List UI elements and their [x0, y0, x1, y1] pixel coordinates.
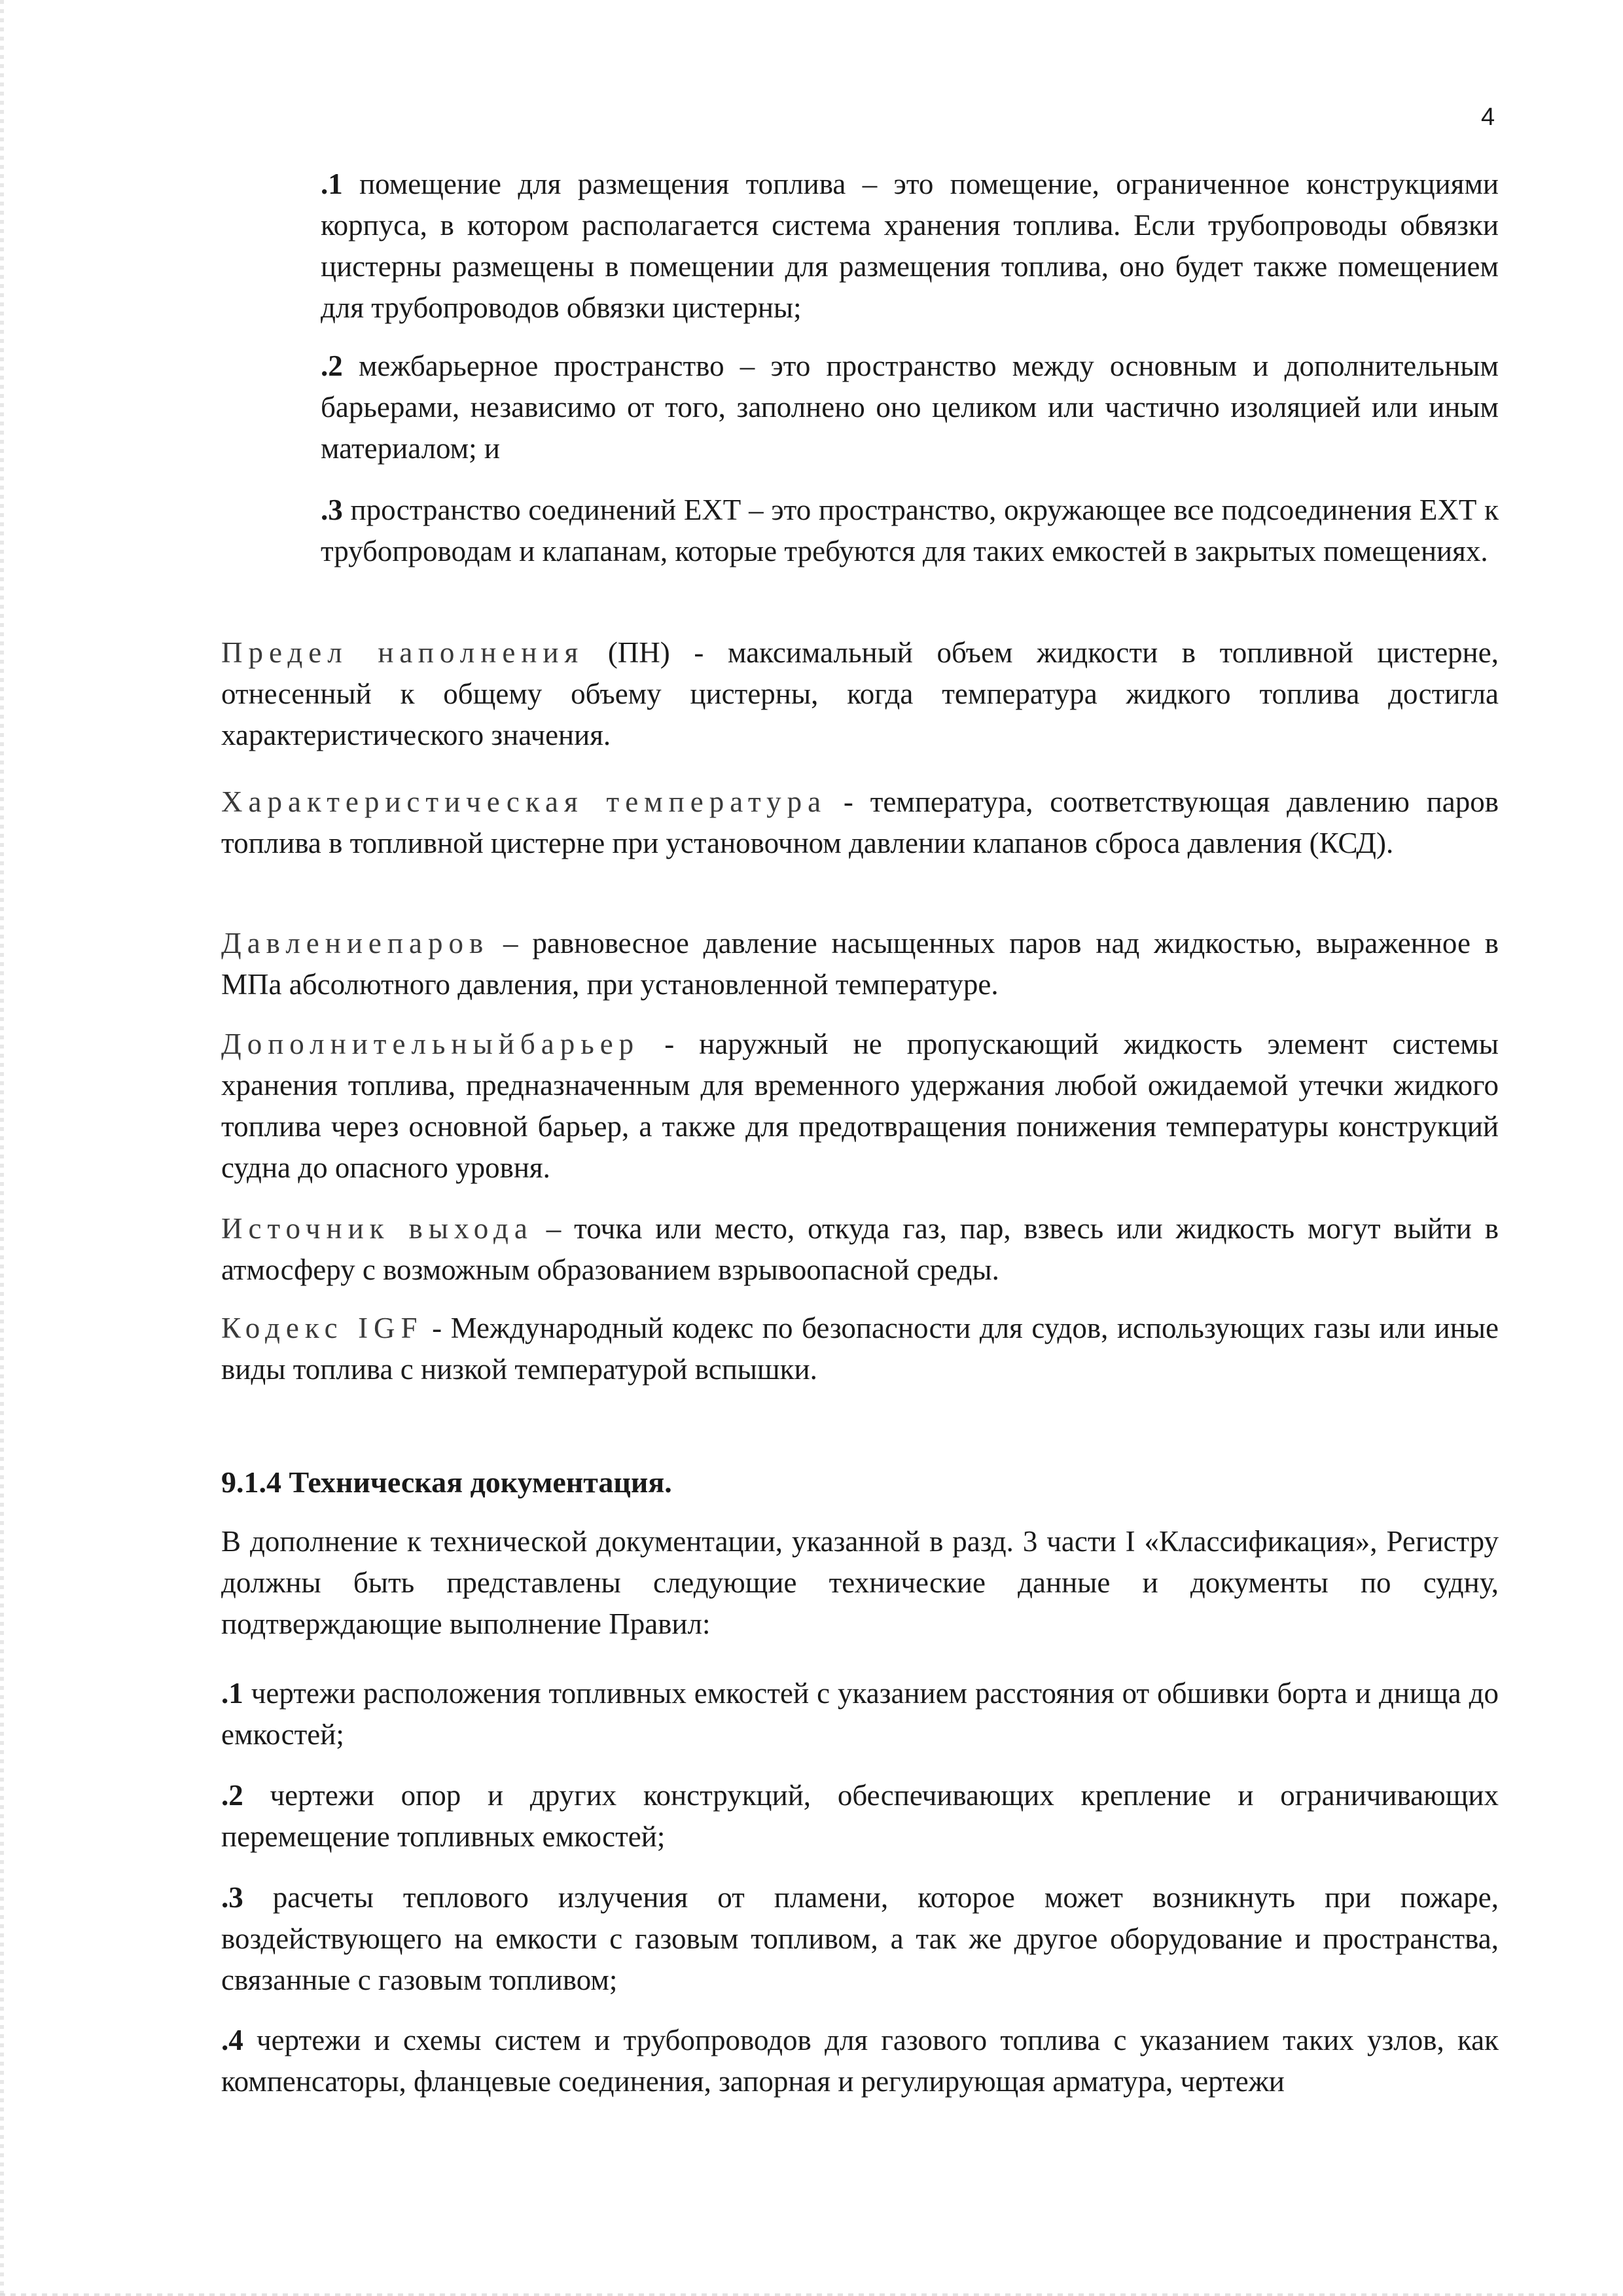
- section-heading: 9.1.4 Техническая документация.: [221, 1465, 672, 1499]
- item-number: .2: [221, 1779, 243, 1812]
- definition-text: - наружный не пропускающий жидкость элемент системы хранения топлива, предназначенным для временного удержания любой ожидаемой утечки жидкого топлива через основной барьер, а также для предотвращения понижения температуры конструкций судна до опасного уровня.: [221, 1028, 1499, 1184]
- definition-text: - температура, соответствующая давлению паров топлива в топливной цистерне при установочном давлении клапанов сброса давления (КСД).: [221, 785, 1499, 859]
- subitem-number: .3: [321, 493, 343, 526]
- definition-characteristic-temperature: [221, 781, 1499, 864]
- item-text: чертежи опор и других конструкций, обеспечивающих крепление и ограничивающих перемещение топливных емкостей;: [221, 1779, 1499, 1853]
- subitem-text: межбарьерное пространство – это пространство между основным и дополнительным барьерами, независимо от того, заполнено оно целиком или частично изоляцией или иным материалом; и: [321, 350, 1499, 465]
- definition-text: (ПН) - максимальный объем жидкости в топливной цистерне, отнесенный к общему объему цистерны, когда температура жидкого топлива достигла характеристического значения.: [221, 636, 1499, 751]
- page-number: 4: [1481, 103, 1495, 131]
- item-number: .1: [221, 1677, 243, 1710]
- scan-edge-bottom: [0, 2293, 1623, 2296]
- item-number: .3: [221, 1881, 243, 1914]
- section-item-1: [221, 1673, 1499, 1755]
- item-number: .4: [221, 2024, 243, 2056]
- section-intro: В дополнение к технической документации, указанной в разд. 3 части I «Классификация», Регистру должны быть представлены следующие технические данные и документы по судну, подтверждающие выполнение Правил:: [221, 1525, 1499, 1640]
- definition-term: Источник выхода: [221, 1212, 533, 1245]
- definition-igf-code: [221, 1308, 1499, 1390]
- subitem-1: [321, 164, 1499, 329]
- section-item-3: [221, 1877, 1499, 2001]
- definition-text: - Международный кодекс по безопасности для судов, использующих газы или иные виды топлива с низкой температурой вспышки.: [221, 1312, 1499, 1386]
- definition-source-of-release: [221, 1208, 1499, 1291]
- subitem-text: помещение для размещения топлива – это помещение, ограниченное конструкциями корпуса, в котором располагается система хранения топлива. Если трубопроводы обвязки цистерны размещены в помещении для размещения топлива, оно будет также помещением для трубопроводов обвязки цистерны;: [321, 168, 1499, 324]
- definition-term: Кодекс IGF: [221, 1312, 423, 1344]
- subitem-number: .2: [321, 350, 343, 382]
- subitem-3: [321, 490, 1499, 572]
- definition-secondary-barrier: [221, 1024, 1499, 1189]
- definition-text: – равновесное давление насыщенных паров над жидкостью, выраженное в МПа абсолютного давления, при установленной температуре.: [221, 927, 1499, 1001]
- section-item-4: [221, 2020, 1499, 2102]
- definition-term: Предел наполнения: [221, 636, 584, 669]
- subitem-number: .1: [321, 168, 343, 200]
- definition-vapour-pressure: [221, 923, 1499, 1005]
- definition-term: Давлениепаров: [221, 927, 490, 960]
- subitem-text: пространство соединений ЕХТ – это пространство, окружающее все подсоединения ЕХТ к трубопроводам и клапанам, которые требуются для таких емкостей в закрытых помещениях.: [321, 493, 1499, 567]
- scan-edge-left: [0, 0, 4, 2296]
- item-text: чертежи расположения топливных емкостей с указанием расстояния от обшивки борта и днища до емкостей;: [221, 1677, 1499, 1751]
- definition-term: Характеристическая температура: [221, 785, 827, 818]
- item-text: расчеты теплового излучения от пламени, которое может возникнуть при пожаре, воздействующего на емкости с газовым топливом, а так же другое оборудование и пространства, связанные с газовым топливом;: [221, 1881, 1499, 1996]
- definition-term: Дополнительныйбарьер: [221, 1028, 640, 1060]
- item-text: чертежи и схемы систем и трубопроводов для газового топлива с указанием таких узлов, как компенсаторы, фланцевые соединения, запорная и регулирующая арматура, чертежи: [221, 2024, 1499, 2098]
- section-item-2: [221, 1775, 1499, 1857]
- definition-fill-limit: [221, 632, 1499, 756]
- definition-text: – точка или место, откуда газ, пар, взвесь или жидкость могут выйти в атмосферу с возможным образованием взрывоопасной среды.: [221, 1212, 1499, 1286]
- subitem-2: [321, 346, 1499, 469]
